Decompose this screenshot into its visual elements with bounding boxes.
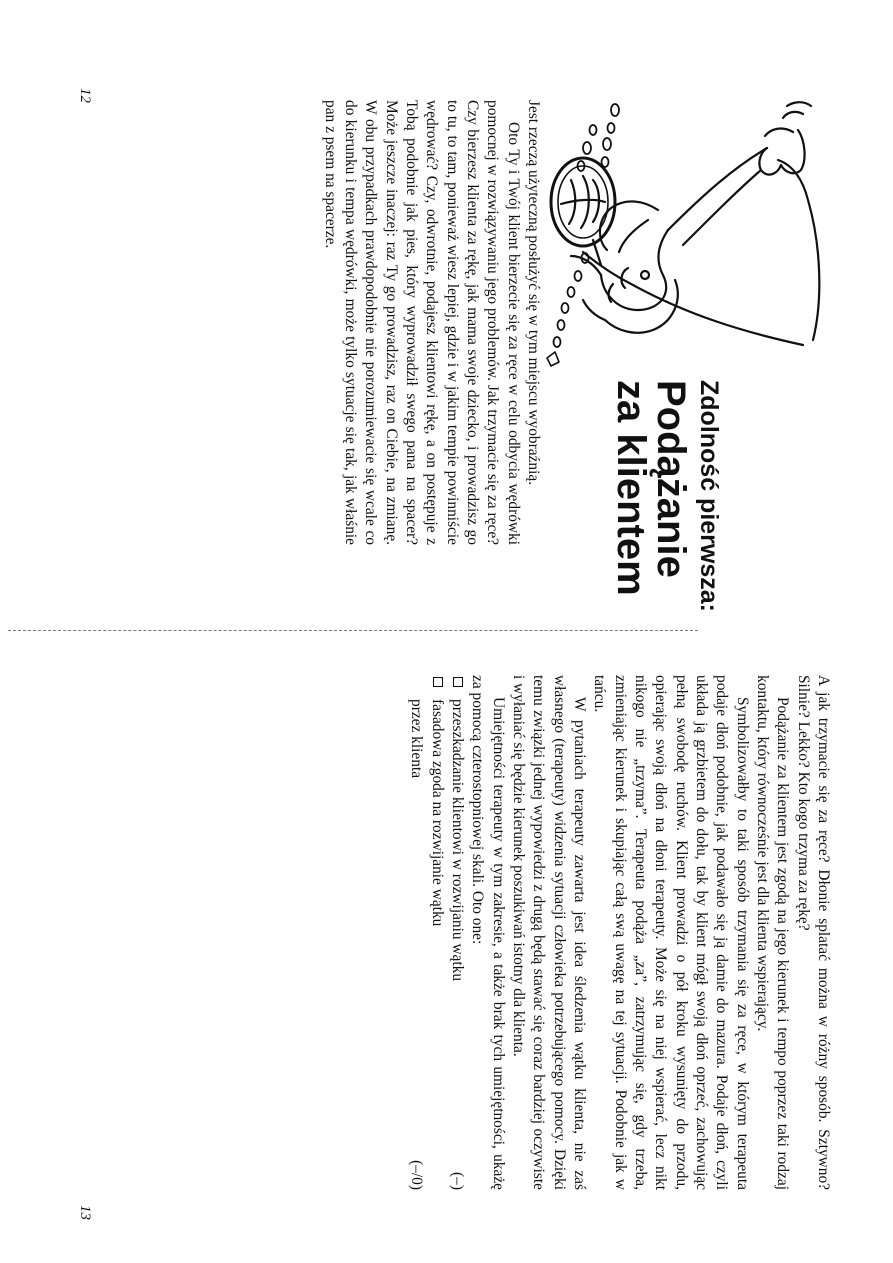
paragraph: A jak trzymacie się za ręce? Dłonie splatać można w różny sposób. Sztywno? Silnie? Lekko? Kto kogo trzyma za rękę?: [794, 675, 832, 1190]
left-page: [0, 0, 893, 630]
paragraph: Podążanie za klientem jest zgodą na jego kierunek i tempo poprzez taki rodzaj kontaktu, który równocześnie jest dla klienta wspierający.: [754, 675, 792, 1190]
paragraph: W pytaniach terapeuty zawarta jest idea śledzenia wątku klienta, nie zaś własnego (terapeuty) widzenia sytuacji człowieka potrzebującego pomocy. Dzięki temu związki jednej wypowiedzi z drugą będą stawać się coraz bardziej oczywiste i wyłaniać się będzie kierunek poszukiwań istotny dla klienta.: [510, 675, 589, 1190]
checklist-item-continuation: przez klienta: [408, 699, 426, 779]
checkbox-square-icon: [433, 677, 443, 687]
checklist-item-text: fasadowa zgoda na rozwijanie wątku: [428, 699, 446, 927]
chapter-kicker: Zdolność pierwsza:: [694, 380, 723, 612]
checklist-item: [406, 675, 447, 1190]
page-divider: [8, 630, 698, 632]
checklist-item-mark: (–/0): [407, 1160, 425, 1190]
page-number-right: 13: [77, 1205, 93, 1220]
illustration-person-with-magnifying-glass-icon: [543, 70, 833, 375]
right-page: [0, 633, 893, 1263]
chapter-title: Podążanie za klientem: [609, 380, 694, 596]
checkbox-square-icon: [453, 677, 463, 687]
paragraph: Umiejętności terapeuty w tym zakresie, a także brak tych umiejętności, ukażę za pomocą czterostopniowej skali. Oto one:: [469, 675, 507, 1190]
chapter-heading: [611, 380, 721, 620]
right-page-body: [406, 675, 833, 1190]
left-page-body: [319, 100, 543, 545]
checklist-item-text: przeszkadzanie klientowi w rozwijaniu wątku: [449, 699, 467, 982]
scale-checklist: [406, 675, 467, 1190]
checklist-item: [447, 675, 467, 1190]
checklist-item-mark: (–): [449, 1172, 467, 1190]
paragraph: Jest rzeczą użyteczną posłużyć się w tym miejscu wyobraźnią.: [525, 100, 542, 486]
paragraph: Symbolizowałby to taki sposób trzymania się za ręce, w którym terapeuta podaje dłoń podobnie, jak podawało się ją damie do mazura. Podaje dłoń, czyli układa ją grzbietem do dołu, tak by klient mógł swoją dłoń oprzeć, zachowując pełną swobodę ruchów. Klient prowadzi o pół kroku wysunięty do przodu, opierając swoją dłoń na dłoni terapeuty. Może się na niej wspierać, lecz nikt nikogo nie „trzyma”. Terapeuta podąża „za”, zatrzymując się, gdy trzeba, zmieniając kierunek i skupiając całą swą uwagę na tej sytuacji. Podobnie jak w tańcu.: [591, 675, 751, 1190]
page-number-left: 12: [77, 88, 93, 103]
paragraph: Oto Ty i Twój klient bierzecie się za ręce w celu odbycia wędrówki pomocnej w rozwiązywaniu jego problemów. Jak trzymacie się za ręce? Czy bierzesz klienta za rękę, jak mama swoje dziecko, i prowadzisz go to tu, to tam, ponieważ wiesz lepiej, gdzie i w jakim tempie powinniście wędrować? Czy, odwrotnie, podajesz klientowi rękę, a on postępuje z Tobą podobnie jak pies, który wyprowadził swego pana na spacer? Może jeszcze inaczej: raz Ty go prowadzisz, raz on Ciebie, na zmianę. W obu przypadkach prawdopodobnie nie porozumiewacie się wcale co do kierunku i tempa wędrówki, może tylko sytuacje się tak, jak właśnie pan z psem na spacerze.: [321, 100, 522, 545]
